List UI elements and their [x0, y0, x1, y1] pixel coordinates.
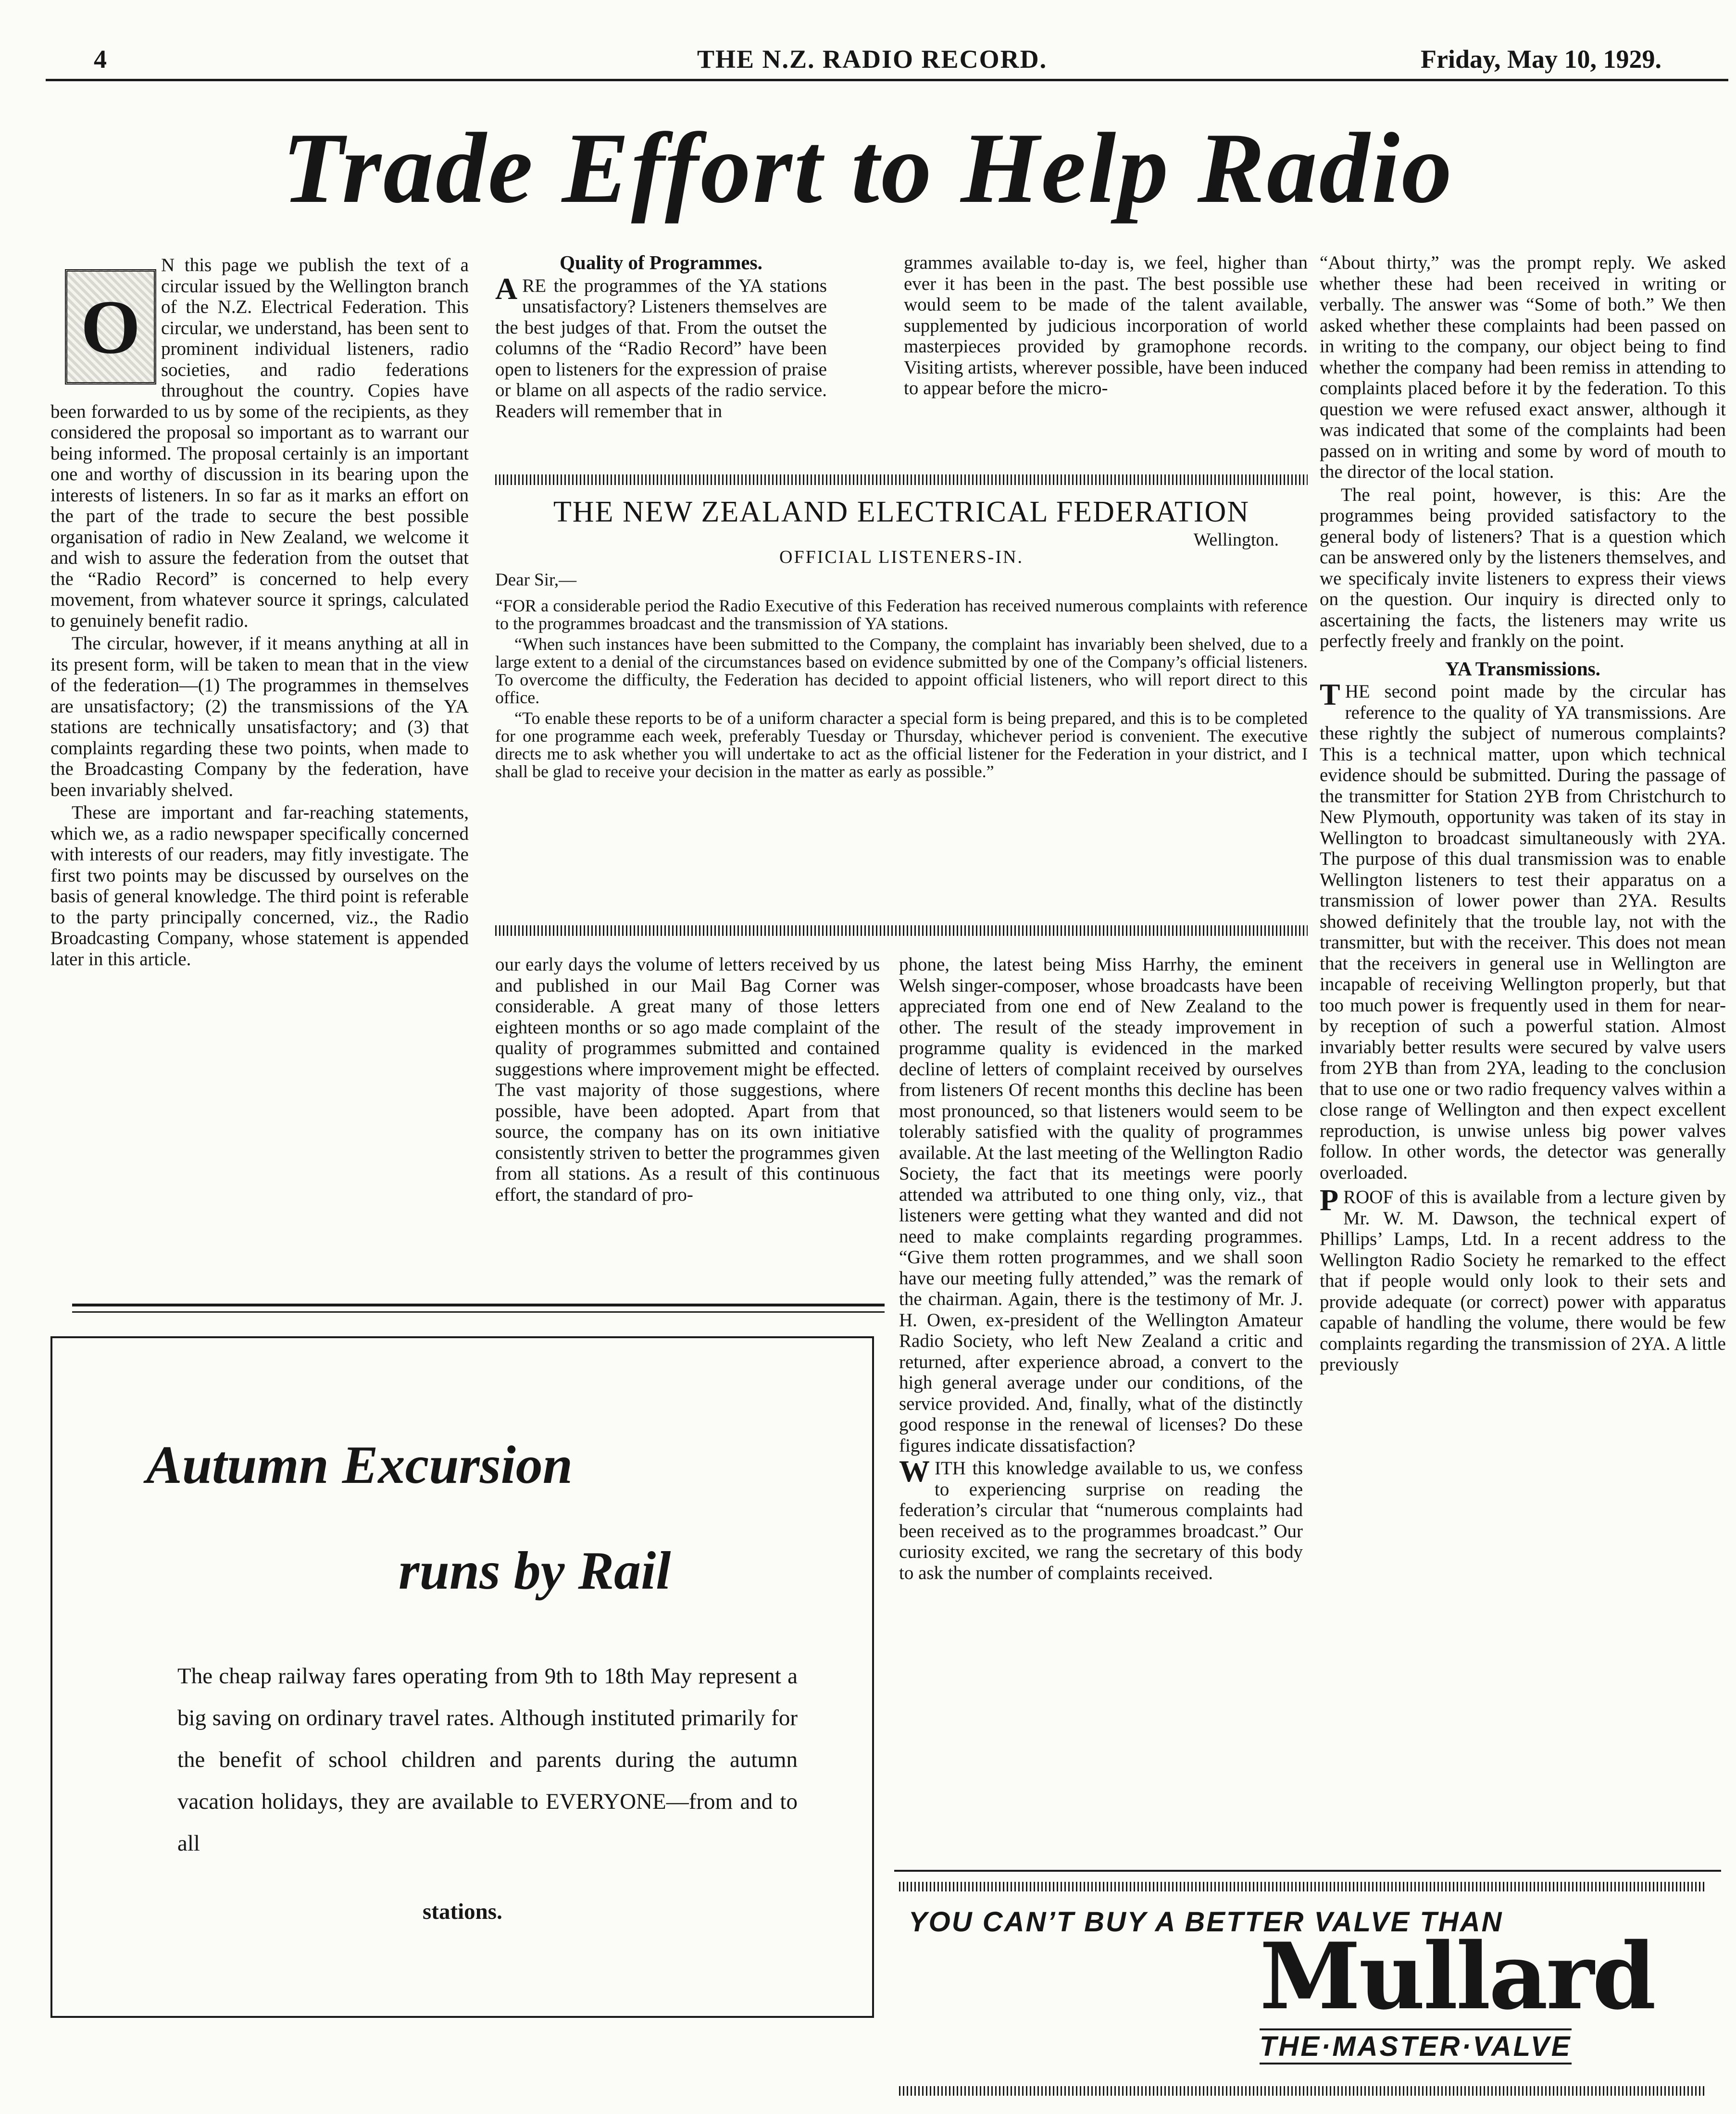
column-4-paragraph-2: The real point, however, is this: Are the programmes being provided satisfactory to the general body of listeners? That is a question which can be answered only by the listeners themselves, and we specificaly invite listeners to express their views on the question. Our inquiry is directed only to ascertaining the facts, the listeners may write us perfectly freely and frankly on the point. [1320, 484, 1726, 651]
quality-column-top [495, 252, 827, 423]
ad-divider-rule-1 [72, 1304, 885, 1306]
column-3-paragraph-1: phone, the latest being Miss Harrhy, the eminent Welsh singer-composer, whose broadcasts have been appreciated from one end of New Zealand to the other. The result of the steady improvement in programme quality is evidenced in the marked decline of letters of complaint received by ourselves from listeners Of recent months this decline has been most pronounced, so that listeners would seem to be tolerably satisfied with the quality of programmes available. At the last meeting of the Wellington Radio Society, the fact that its meetings were poorly attended wa attributed to one thing only, viz., that listeners were getting what they wanted and did not need to make complaints regarding programmes. “Give them rotten programmes, and we shall soon have our meeting fully attended,” was the remark of the chairman. Again, there is the testimony of Mr. J. H. Owen, ex-president of the Wellington Amateur Radio Society, who left New Zealand a critic and returned, after experience abroad, a convert to the high general average under our conditions, of the service provided. And, finally, what of the distinctly good response in the renewal of licenses? Do these figures indicate dissatisfaction? [899, 954, 1303, 1456]
ornamental-initial-letter: O [80, 284, 141, 370]
rail-advertisement [50, 1336, 874, 2018]
drop-cap: A [495, 271, 518, 306]
mullard-top-border [899, 1882, 1707, 1891]
circular-letter [495, 495, 1308, 781]
circular-salutation: Dear Sir,— [495, 570, 577, 590]
ya-transmissions-heading: YA Transmissions. [1445, 657, 1600, 680]
drop-cap: T [1320, 677, 1340, 711]
column-4-paragraph-1: “About thirty,” was the prompt reply. We asked whether these had been received in writing or verbally. The answer was “Some of both.” We then asked whether these complaints had been passed on in writing to the company, our object being to find whether the company had been remiss in attending to complaints placed before it by the federation. To this question we were refused exact answer, although it was indicated that some of the complaints had been passed on in writing and some by word of mouth to the director of the local station. [1320, 252, 1726, 482]
mullard-bottom-border [899, 2086, 1707, 2096]
column-3-paragraph-2: WITH this knowledge available to us, we confess to experiencing surprise on reading the federation’s circular that “numerous complaints had been received as to the programmes broadcast.” Our curiosity excited, we rang the secretary of this body to ask the number of complaints received. [899, 1454, 1303, 1583]
intro-column [50, 255, 469, 971]
circular-paragraph-1: “FOR a considerable period the Radio Executive of this Federation has received numerous complaints with reference to the programmes broadcast and the transmission of YA stations. [495, 596, 1308, 633]
column-4-paragraph-4: PROOF of this is available from a lecture given by Mr. W. M. Dawson, the technical expert of Phillips’ Lamps, Ltd. In a recent address to the Wellington Radio Society he remarked to the effect that if people would only look to their sets and provide adequate (or correct) power with apparatus capable of handling the volume, there would be few complaints regarding the transmission of 2YA. A little previously [1320, 1183, 1726, 1375]
mullard-top-rule [894, 1870, 1721, 1872]
rail-ad-title-line-1: Autumn Excursion [146, 1435, 573, 1495]
column-4-paragraph-3: THE second point made by the circular has reference to the quality of YA transmissions. Are these rightly the subject of numerous complaints? This is a technical matter, upon which technical evidence should be submitted. During the passage of the transmitter for Station 2YB from Christchurch to New Plymouth, opportunity was taken of its stay in Wellington to broadcast simultaneously with 2YA. The purpose of this dual transmission was to enable Wellington listeners to test their apparatus on a transmission of lower power than 2YA. Results showed definitely that the trouble lay, not with the transmitter, but with the receiver. This does not mean that the receivers in general use in Wellington are incapable of receiving Wellington properly, but that too much power is frequently used in them for near-by reception of such a powerful station. Almost invariably better results were secured by valve users from 2YB than from 2YA, leading to the conclusion that to use one or two radio frequency valves within a close range of Wellington and then expect excellent reproduction, is unwise unless big power valves follow. In other words, the detector was generally overloaded. [1320, 677, 1726, 1183]
page-number: 4 [94, 45, 107, 74]
circular-city: Wellington. [1193, 530, 1279, 550]
issue-date: Friday, May 10, 1929. [1421, 45, 1661, 74]
column-4 [1320, 252, 1726, 1377]
header-rule [46, 79, 1728, 81]
masthead-title: THE N.Z. RADIO RECORD. [697, 45, 1048, 74]
ad-divider-rule-2 [72, 1311, 885, 1313]
drop-cap: P [1320, 1183, 1339, 1217]
intro-paragraph-1: N this page we publish the text of a circular issued by the Wellington branch of the N.Z. Electrical Federation. This circular, we understand, has been sent to prominent individual listeners, radio societies, and radio federations throughout the country. Copies have been forwarded to us by some of the recipients, as they considered the proposal so important as to warrant our being informed. The proposal certainly is an important one and worthy of discussion in its bearing upon the interests of listeners. In so far as it marks an effort on the part of the trade to secure the best possible organisation of radio in New Zealand, we welcome it and wish to assure the federation from the outset that the “Radio Record” is concerned to help every movement, from whatever source it springs, calculated to genuinely benefit radio. [50, 255, 469, 631]
quality-paragraph: ARE the programmes of the YA stations unsatisfactory? Listeners themselves are the best judges of that. From the outset the columns of the “Radio Record” have been open to listeners for the expression of praise or blame on all aspects of the radio service. Readers will remember that in [495, 271, 827, 422]
rail-ad-closing: stations. [423, 1899, 502, 1924]
rail-ad-body: The cheap railway fares operating from 9th to 18th May represent a big saving on ordinary travel rates. Although instituted primarily for the benefit of school children and parents during the autumn vacation holidays, they are available to EVERYONE—from and to all [177, 1664, 798, 1856]
quality-heading: Quality of Programmes. [560, 251, 762, 274]
column-3-lower [899, 954, 1303, 1585]
quality-paragraph-2: grammes available to-day is, we feel, higher than ever it has been in the past. The best possible use would seem to be made of the talent available, supplemented by judicious incorporation of world masterpieces provided by gramophone records. Visiting artists, wherever possible, have been induced to appear before the micro- [904, 252, 1308, 398]
circular-paragraph-2: “When such instances have been submitted to the Company, the complaint has invariably been shelved, due to a large extent to a denial of the circumstances based on evidence submitted by one of the Company’s official listeners. To overcome the difficulty, the Federation has decided to appoint official listeners, who will report direct to this office. [495, 634, 1308, 707]
circular-top-border [495, 474, 1308, 485]
ornamental-initial [65, 269, 156, 385]
intro-paragraph-3: These are important and far-reaching statements, which we, as a radio newspaper specifically concerned with interests of our readers, may fitly investigate. The first two points may be discussed by ourselves on the basis of general knowledge. The third point is referable to the party principally concerned, viz., the Radio Broadcasting Company, whose statement is appended later in this article. [50, 802, 469, 970]
column-2-paragraph: our early days the volume of letters received by us and published in our Mail Bag Corner was considerable. A great many of those letters eighteen months or so ago made complaint of the quality of programmes submitted and contained suggestions where improvement might be effected. The vast majority of those suggestions, where possible, have been adopted. Apart from that source, the company has on its own initiative consistently striven to better the programmes given from all stations. As a result of this continuous effort, the standard of pro- [495, 954, 880, 1205]
headline: Trade Effort to Help Radio [282, 112, 1454, 224]
mullard-slogan: THE·MASTER·VALVE [1260, 2028, 1572, 2064]
circular-title: THE NEW ZEALAND ELECTRICAL FEDERATION [553, 496, 1250, 528]
column-2-lower [495, 954, 880, 1207]
intro-paragraph-2: The circular, however, if it means anything at all in its present form, will be taken to mean that in the view of the federation—(1) The programmes in themselves are unsatisfactory; (2) the transmissions of the YA stations are technically unsatisfactory; and (3) that complaints regarding these two points, when made to the Broadcasting Company by the federation, have been invariably shelved. [50, 633, 469, 800]
drop-cap: W [899, 1454, 930, 1488]
circular-paragraph-3: “To enable these reports to be of a uniform character a special form is being prepared, and this is to be completed for one programme each week, preferably Tuesday or Thursday, whichever period is convenient. The executive directs me to ask whether you will undertake to act as the official listener for the Federation in your district, and I shall be glad to receive your decision in the matter as early as possible.” [495, 709, 1308, 781]
circular-subtitle: OFFICIAL LISTENERS-IN. [779, 547, 1024, 567]
circular-bottom-border [495, 925, 1308, 936]
quality-column-top-continued [904, 252, 1308, 401]
rail-ad-title-line-2: runs by Rail [399, 1541, 671, 1601]
mullard-tagline: YOU CAN’T BUY A BETTER VALVE THAN [909, 1906, 1503, 1938]
mullard-logo: Mullard [1260, 1923, 1654, 2030]
